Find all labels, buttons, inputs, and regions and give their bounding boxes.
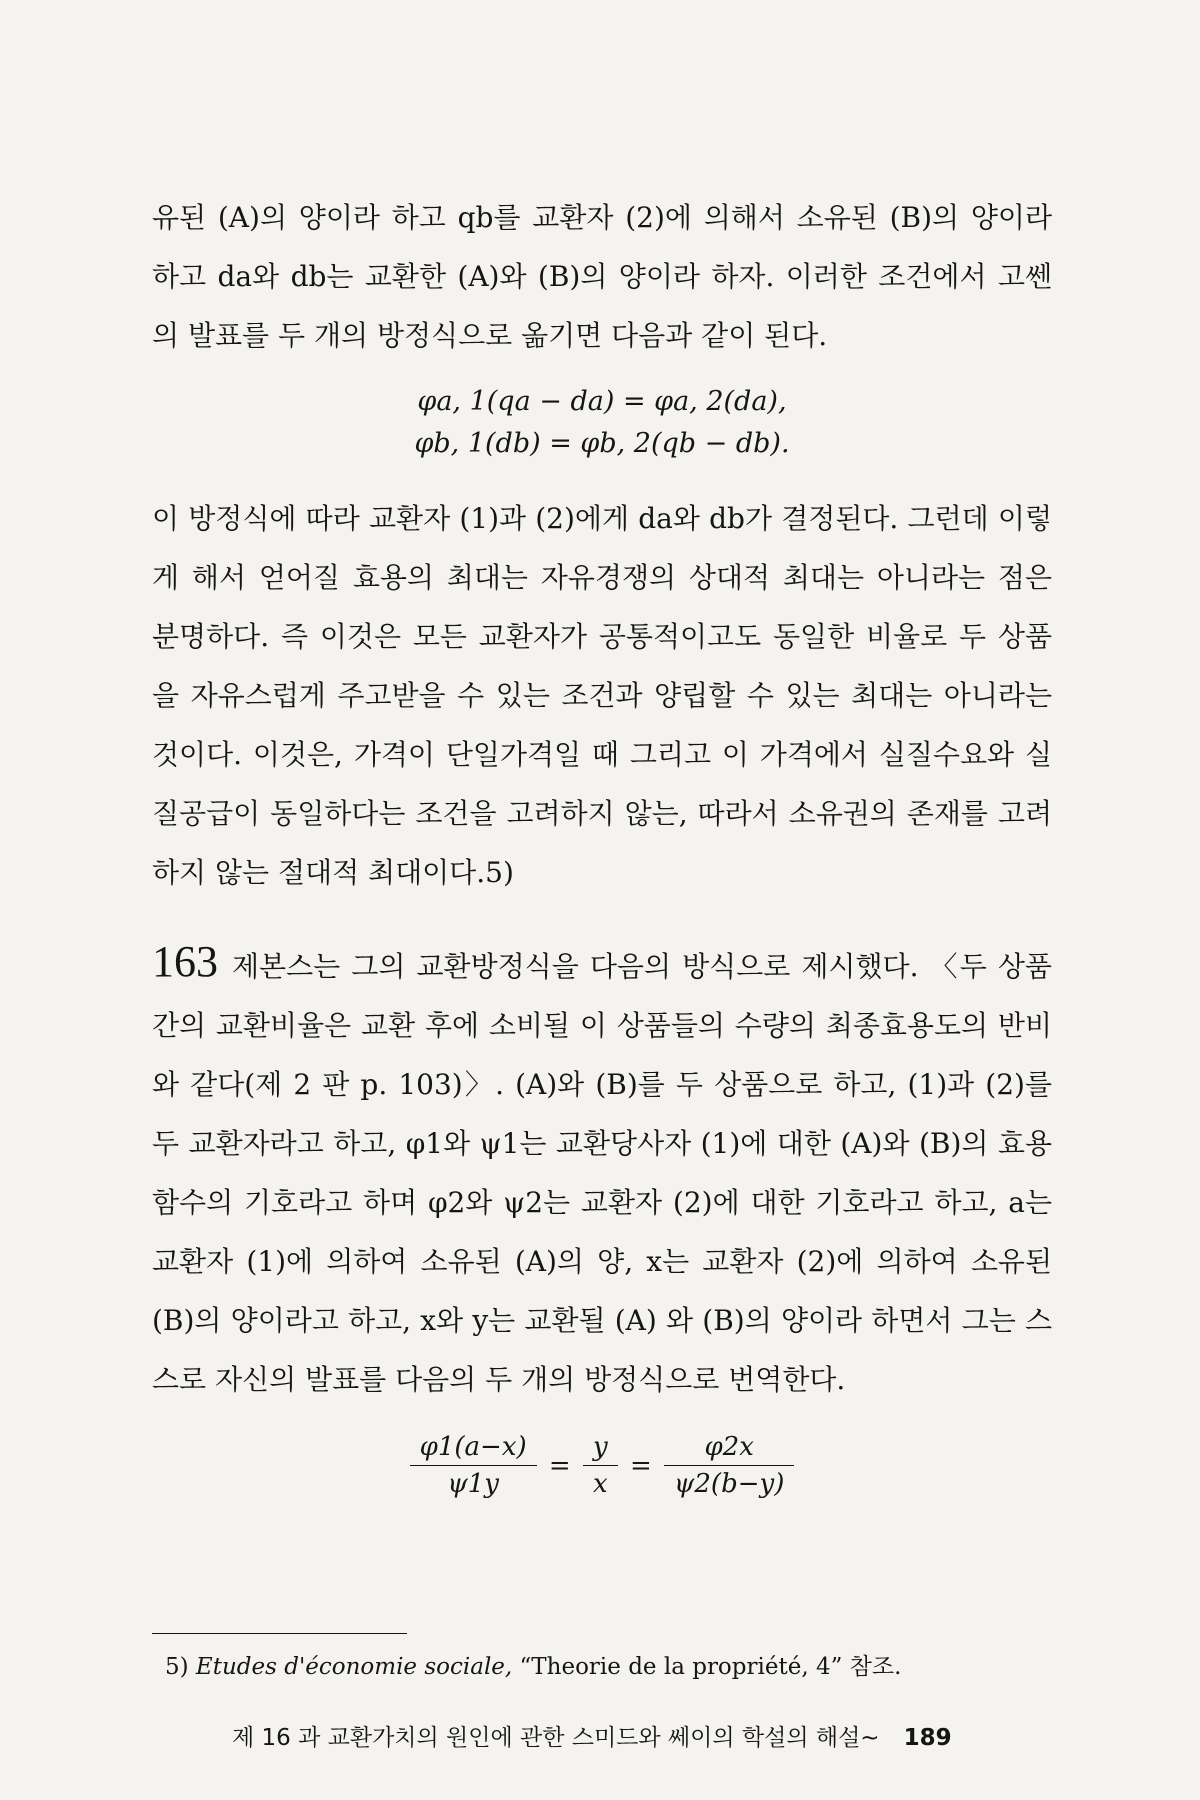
fraction-2 — [583, 1431, 618, 1500]
running-footer — [232, 1722, 1052, 1754]
footnote — [165, 1651, 1045, 1683]
section-number: 163 — [152, 937, 218, 986]
fraction-1-numerator: φ1(a−x) — [410, 1431, 537, 1466]
equation-2: φb, 1(db) = φb, 2(qb − db). — [414, 428, 790, 459]
equation-block-1 — [152, 381, 1052, 465]
footnote-number: 5) — [165, 1654, 189, 1680]
equation-1: φa, 1(qa − da) = φa, 2(da), — [417, 386, 787, 417]
fraction-3-numerator: φ2x — [664, 1431, 794, 1466]
fraction-1-denominator: ψ1y — [447, 1469, 499, 1499]
footnote-title: Etudes d'économie sociale, — [195, 1654, 513, 1680]
paragraph-3-text: 제본스는 그의 교환방정식을 다음의 방식으로 제시했다. 〈두 상품간의 교환비율은 교환 후에 소비될 이 상품들의 수량의 최종효용도의 반비와 같다(제 2 판 p. 103)〉. (A)와 (B)를 두 상품으로 하고, (1)과 (2)를 두 교환자라고 하고, φ1와 ψ1는 교환당사자 (1)에 대한 (A)와 (B)의 효용함수의 기호라고 하며 φ2와 ψ2는 교환자 (2)에 대한 기호라고 하고, a는 교환자 (1)에 의하여 소유된 (A)의 양, x는 교환자 (2)에 의하여 소유된 (B)의 양이라고 하고, x와 y는 교환될 (A) 와 (B)의 양이라 하면서 그는 스스로 자신의 발표를 다음의 두 개의 방정식으로 번역한다. — [152, 950, 1052, 1396]
paragraph-2: 이 방정식에 따라 교환자 (1)과 (2)에게 da와 db가 결정된다. 그런데 이렇게 해서 얻어질 효용의 최대는 자유경쟁의 상대적 최대는 아니라는 점은 분명하다. 즉 이것은 모든 교환자가 공통적이고도 동일한 비율로 두 상품을 자유스럽게 주고받을 수 있는 조건과 양립할 수 있는 최대는 아니라는 것이다. 이것은, 가격이 단일가격일 때 그리고 이 가격에서 실질수요와 실질공급이 동일하다는 조건을 고려하지 않는, 따라서 소유권의 존재를 고려하지 않는 절대적 최대이다.5) — [152, 502, 1052, 889]
body-text — [152, 188, 1052, 1500]
fraction-3 — [664, 1431, 794, 1500]
equals-sign-1: = — [548, 1450, 571, 1481]
fraction-2-numerator: y — [583, 1431, 618, 1466]
footnote-rest: “Theorie de la propriété, 4” 참조. — [519, 1654, 902, 1680]
equals-sign-2: = — [629, 1450, 652, 1481]
paragraph-3 — [152, 932, 1052, 1409]
footer-chapter-title: 제 16 과 교환가치의 원인에 관한 스미드와 쎄이의 학설의 해설~ — [232, 1725, 880, 1751]
fraction-1 — [410, 1431, 537, 1500]
page-number: 189 — [903, 1725, 952, 1751]
fraction-2-denominator: x — [592, 1469, 608, 1499]
paragraph-1: 유된 (A)의 양이라 하고 qb를 교환자 (2)에 의해서 소유된 (B)의 양이라 하고 da와 db는 교환한 (A)와 (B)의 양이라 하자. 이러한 조건에서 고쎈의 발표를 두 개의 방정식으로 옮기면 다음과 같이 된다. — [152, 201, 1052, 352]
equation-block-2 — [152, 1431, 1052, 1500]
footnote-rule — [152, 1633, 407, 1634]
fraction-3-denominator: ψ2(b−y) — [674, 1469, 785, 1499]
